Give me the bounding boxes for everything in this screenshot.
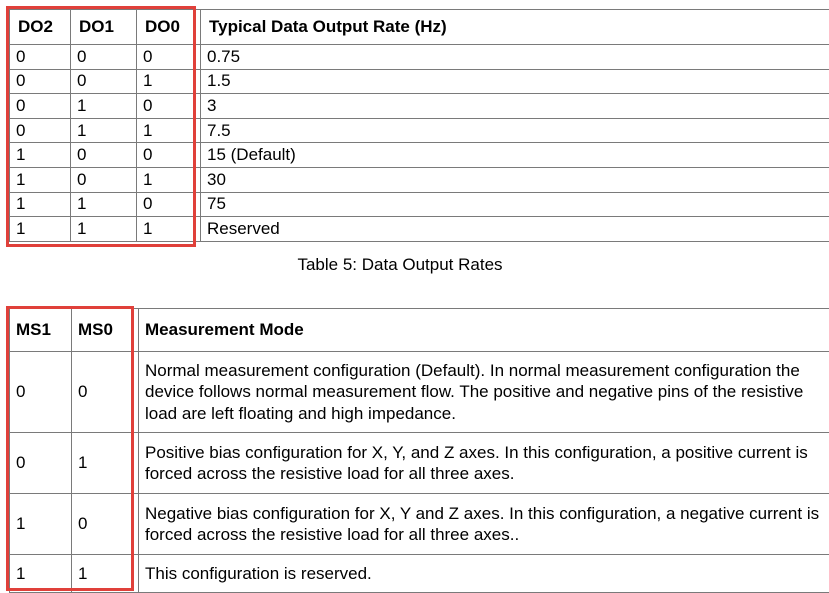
table-row: [10, 69, 829, 94]
header-output-rate: Typical Data Output Rate (Hz): [201, 10, 829, 45]
header-do2: DO2: [10, 10, 71, 45]
cell-do2: 0: [10, 45, 71, 70]
cell-do1: 0: [71, 69, 137, 94]
table-row: [10, 143, 829, 168]
cell-do1: 0: [71, 167, 137, 192]
cell-do0: 0: [137, 192, 201, 217]
cell-rate: 75: [201, 192, 829, 217]
header-do0: DO0: [137, 10, 201, 45]
cell-do0: 1: [137, 118, 201, 143]
cell-do0: 0: [137, 143, 201, 168]
cell-ms1: 0: [10, 352, 72, 433]
cell-do2: 1: [10, 143, 71, 168]
cell-ms0: 0: [72, 494, 139, 555]
table-row: [10, 94, 829, 119]
table-row: [10, 555, 829, 593]
cell-do2: 1: [10, 167, 71, 192]
data-output-rate-table: [9, 9, 829, 242]
table-row: [10, 352, 829, 433]
cell-do0: 0: [137, 45, 201, 70]
table-row: [10, 45, 829, 70]
header-do1: DO1: [71, 10, 137, 45]
cell-rate: 1.5: [201, 69, 829, 94]
cell-do0: 1: [137, 69, 201, 94]
header-ms0: MS0: [72, 309, 139, 352]
cell-do0: 0: [137, 94, 201, 119]
cell-ms1: 0: [10, 433, 72, 494]
cell-do1: 1: [71, 192, 137, 217]
cell-mode-description: This configuration is reserved.: [139, 555, 829, 593]
cell-do1: 0: [71, 45, 137, 70]
cell-do1: 0: [71, 143, 137, 168]
cell-do2: 0: [10, 94, 71, 119]
header-measurement-mode: Measurement Mode: [139, 309, 829, 352]
cell-ms0: 0: [72, 352, 139, 433]
cell-do2: 1: [10, 217, 71, 242]
cell-mode-description: Negative bias configuration for X, Y and Z axes. In this configuration, a negative current is forced across the resistive load for all three axes..: [139, 494, 829, 555]
cell-mode-description: Positive bias configuration for X, Y, and Z axes. In this configuration, a positive current is forced across the resistive load for all three axes.: [139, 433, 829, 494]
cell-rate: 30: [201, 167, 829, 192]
cell-do1: 1: [71, 118, 137, 143]
table-row: [10, 192, 829, 217]
table-row: [10, 167, 829, 192]
cell-do1: 1: [71, 94, 137, 119]
cell-do0: 1: [137, 217, 201, 242]
cell-do2: 0: [10, 69, 71, 94]
cell-do2: 1: [10, 192, 71, 217]
table-row: [10, 118, 829, 143]
table-row: [10, 494, 829, 555]
cell-ms0: 1: [72, 433, 139, 494]
table-header-row: [10, 309, 829, 352]
table-caption: Table 5: Data Output Rates: [297, 255, 503, 274]
cell-mode-description: Normal measurement configuration (Default). In normal measurement configuration the device follows normal measurement flow. The positive and negative pins of the resistive load are left floating and high impedance.: [139, 352, 829, 433]
cell-rate: 3: [201, 94, 829, 119]
cell-ms1: 1: [10, 494, 72, 555]
header-ms1: MS1: [10, 309, 72, 352]
cell-do0: 1: [137, 167, 201, 192]
table-header-row: [10, 10, 829, 45]
cell-do1: 1: [71, 217, 137, 242]
cell-rate: 0.75: [201, 45, 829, 70]
cell-rate: Reserved: [201, 217, 829, 242]
table-row: [10, 217, 829, 242]
cell-rate: 15 (Default): [201, 143, 829, 168]
cell-do2: 0: [10, 118, 71, 143]
cell-ms1: 1: [10, 555, 72, 593]
measurement-mode-table: [9, 308, 829, 593]
table-row: [10, 433, 829, 494]
cell-ms0: 1: [72, 555, 139, 593]
cell-rate: 7.5: [201, 118, 829, 143]
